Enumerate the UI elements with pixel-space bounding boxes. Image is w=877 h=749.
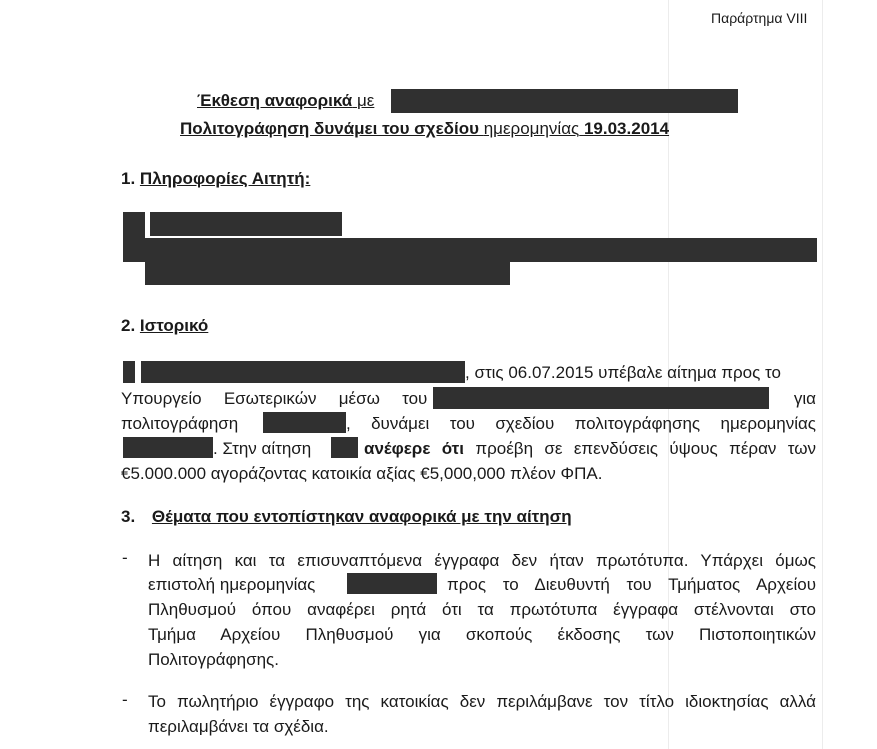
redacted-block	[391, 89, 738, 113]
redacted-block	[145, 238, 817, 262]
redacted-block	[150, 212, 342, 236]
paragraph-line: , στις 06.07.2015 υπέβαλε αίτημα προς το	[465, 363, 781, 382]
bullet-line: Πληθυσμού όπου αναφέρει ρητά ότι τα πρωτότυπα έγγραφα στέλνονται στο	[148, 600, 816, 619]
redacted-block	[141, 361, 465, 383]
bullet-line: προς το Διευθυντή του Τμήματος Αρχείου	[447, 575, 816, 594]
word: Υπουργείο	[121, 389, 202, 408]
bullet-line: Η αίτηση και τα επισυναπτόμενα έγγραφα δεν ήταν πρωτότυπα. Υπάρχει όμως	[148, 551, 816, 570]
bullet-mark: -	[122, 690, 128, 709]
bullet-line: Πολιτογράφησης.	[148, 650, 279, 669]
report-title-line-2	[180, 119, 669, 139]
section-number: 2.	[121, 316, 136, 335]
section-title: Πληροφορίες Αιτητή:	[139, 169, 311, 188]
word: για	[793, 389, 816, 408]
annex-label: Παράρτημα VIII	[711, 10, 808, 26]
section-1-heading	[121, 169, 310, 189]
bullet-mark: -	[122, 548, 128, 567]
word: μέσω	[338, 389, 380, 408]
redacted-block	[123, 212, 145, 262]
title-text: ημερομηνίας	[483, 119, 580, 138]
redacted-block	[433, 387, 769, 409]
bullet-line: Τμήμα Αρχείου Πληθυσμού για σκοπούς έκδοσης των Πιστοποιητικών	[148, 625, 816, 644]
paragraph-line	[364, 436, 816, 462]
title-text: με	[356, 91, 375, 110]
section-number: 3.	[121, 507, 136, 526]
word: του	[402, 389, 428, 408]
emphasis-text: ανέφερε ότι	[364, 439, 464, 458]
redacted-block	[263, 412, 346, 433]
report-title-line-1	[197, 91, 374, 111]
scan-edge-line	[822, 0, 823, 749]
redacted-block	[123, 437, 213, 458]
section-title: Θέματα που εντοπίστηκαν αναφορικά με την αίτηση	[151, 507, 572, 526]
word: Εσωτερικών	[223, 389, 317, 408]
paragraph-line: €5.000.000 αγοράζοντας κατοικία αξίας €5,000,000 πλέον ΦΠΑ.	[121, 464, 603, 483]
redacted-block	[331, 437, 358, 458]
redacted-block	[347, 573, 437, 594]
title-text: Έκθεση αναφορικά	[197, 91, 353, 110]
section-number: 1.	[121, 169, 136, 188]
word: προέβη σε επενδύσεις ύψους πέραν των	[475, 439, 817, 458]
bullet-line: επιστολή ημερομηνίας	[148, 575, 316, 594]
paragraph-line: πολιτογράφηση	[121, 414, 239, 433]
paragraph-line: . Στην αίτηση	[213, 439, 312, 458]
bullet-line: Το πωλητήριο έγγραφο της κατοικίας δεν περιλάμβανε τον τίτλο ιδιοκτησίας αλλά	[148, 692, 816, 711]
paragraph-line: , δυνάμει του σχεδίου πολιτογράφησης ημερομηνίας	[346, 414, 816, 433]
redacted-block	[123, 361, 135, 383]
section-title: Ιστορικό	[139, 316, 209, 335]
section-3-heading	[121, 507, 572, 527]
bullet-line: περιλαμβάνει τα σχέδια.	[148, 717, 329, 736]
title-text: Πολιτογράφηση δυνάμει του σχεδίου	[180, 119, 479, 138]
section-2-heading	[121, 316, 208, 336]
title-date: 19.03.2014	[583, 119, 670, 138]
redacted-block	[145, 262, 510, 285]
